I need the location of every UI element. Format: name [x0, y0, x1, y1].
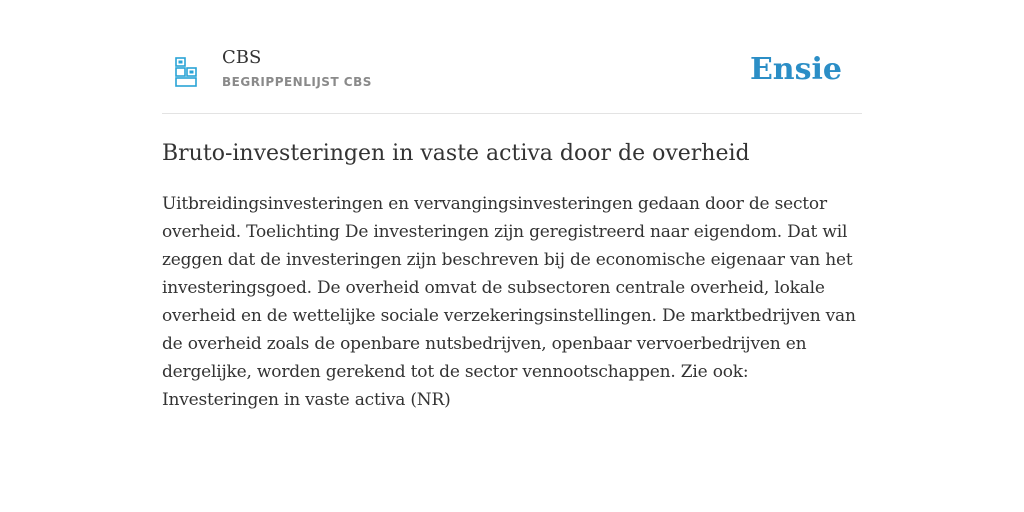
brand-logo[interactable]: Ensie [749, 52, 842, 87]
cbs-logo-icon [174, 56, 198, 88]
source-subtitle: BEGRIPPENLIJST CBS [222, 75, 372, 89]
term-definition: Uitbreidingsinvesteringen en vervangingsinvesteringen gedaan door de sector overheid. Toelichting De investeringen zijn geregistreerd naar eigendom. Dat wil zeggen dat de investeringen zijn beschreven bij de economische eigenaar van het investeringsgoed. De overheid omvat de subsectoren centrale overheid, lokale overheid en de wettelijke sociale verzekeringsinstellingen. De marktbedrijven van de overheid zoals de openbare nutsbedrijven, openbaar vervoerbedrijven en dergelijke, worden gerekend tot de sector vennootschappen. Zie ook: Investeringen in vaste activa (NR) [162, 194, 856, 410]
card-header [162, 0, 862, 114]
source-title[interactable]: CBS [222, 47, 262, 68]
definition-card [162, 0, 862, 414]
term-title: Bruto-investeringen in vaste activa door de overheid [162, 141, 750, 166]
